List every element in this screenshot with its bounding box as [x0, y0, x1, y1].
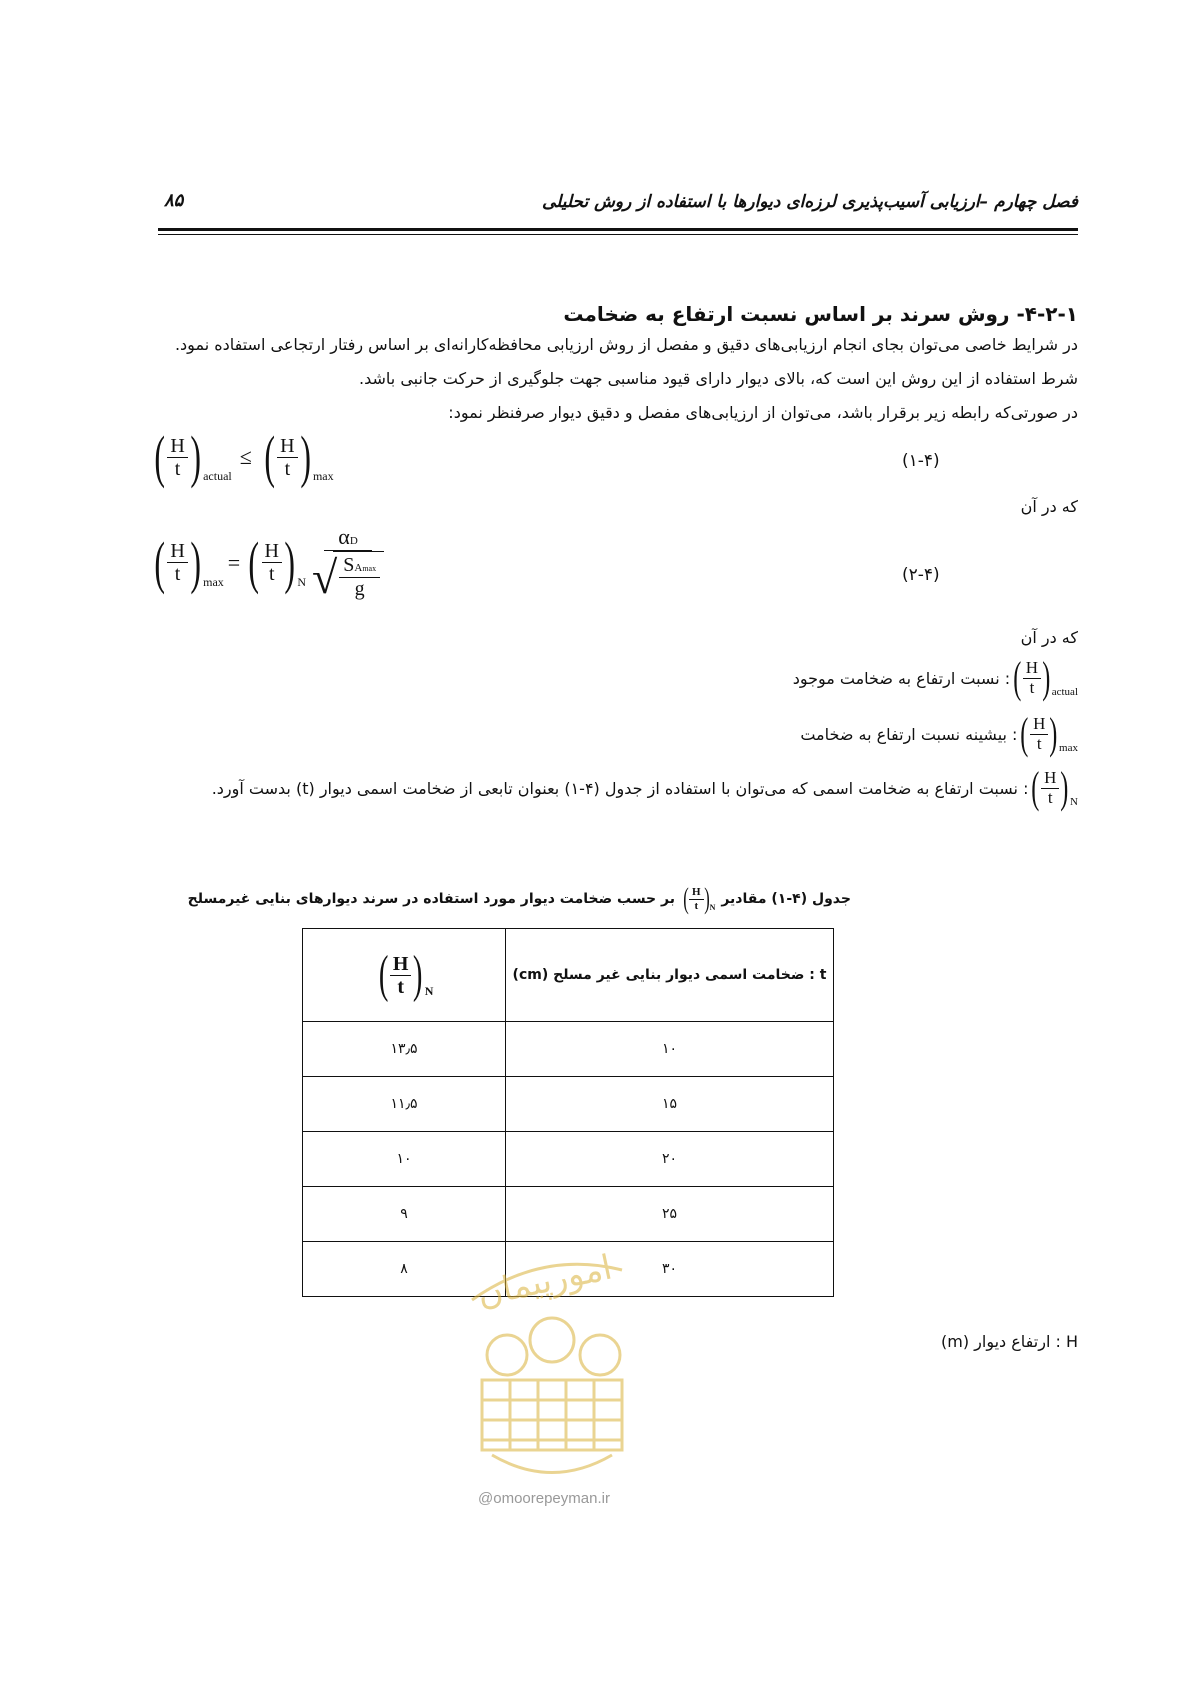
thickness-cell: ۳۰ — [506, 1242, 834, 1297]
ratio-cell: ۹ — [303, 1187, 506, 1242]
header-rule-thin — [158, 234, 1078, 235]
watermark-logo-text: امورپیمان — [473, 1247, 616, 1315]
table-row — [303, 1022, 834, 1077]
table-caption: جدول (۴-۱) مقادیر ( $\frac{H}{t}$ ) N بر حسب ضخامت دیوار مورد استفاده در سرند دیوارهای بنایی غیرمسلح — [187, 882, 851, 915]
intro-paragraph — [128, 328, 1078, 430]
table-row — [303, 1077, 834, 1132]
thickness-cell: ۱۵ — [506, 1077, 834, 1132]
table-header-row — [303, 929, 834, 1022]
thickness-cell: ۲۰ — [506, 1132, 834, 1187]
ratio-actual: ( $\frac{H}{t}$ ) actual — [1013, 653, 1078, 702]
definition-nominal: ( $\frac{H}{t}$ ) N : نسبت ارتفاع به ضخامت اسمی که می‌توان با استفاده از جدول (۴-۱) بعنوان تابعی از ضخامت اسمی دیوار (t) بدست آورد. — [211, 763, 1078, 812]
where-text: که در آن — [1020, 628, 1078, 647]
page-number: ۸۵ — [164, 190, 184, 211]
leq-operator: ≤ — [239, 444, 252, 469]
thickness-cell: ۱۰ — [506, 1022, 834, 1077]
height-definition: H : ارتفاع دیوار (m) — [940, 1332, 1078, 1351]
ratio-nominal: ( $\frac{H}{t}$ ) N — [683, 882, 716, 915]
ratio-nominal: ( $\frac{H}{t}$ ) N — [378, 946, 434, 1003]
paragraph-line: شرط استفاده از این روش این است که، بالای دیوار دارای قیود مناسبی جهت جلوگیری از حرکت جانبی باشد. — [359, 369, 1078, 388]
equation-1 — [150, 424, 334, 489]
paragraph-line: در صورتی‌که رابطه زیر برقرار باشد، می‌توان از ارزیابی‌های مفصل و دقیق دیوار صرفنظر نمود: — [448, 403, 1078, 422]
table-row — [303, 1187, 834, 1242]
definition-max: ( $\frac{H}{t}$ ) max : بیشینه نسبت ارتفاع به ضخامت — [800, 709, 1078, 758]
sqrt-symbol: √ SAmax g — [312, 551, 384, 601]
equation-2 — [150, 524, 384, 601]
definition-actual: ( $\frac{H}{t}$ ) actual : نسبت ارتفاع به ضخامت موجود — [792, 653, 1078, 702]
thickness-cell: ۲۵ — [506, 1187, 834, 1242]
chapter-title: فصل چهارم –ارزیابی آسیب‌پذیری لرزه‌ای دیوارها با استفاده از روش تحلیلی — [542, 192, 1078, 212]
ratio-cell: ۱۳٫۵ — [303, 1022, 506, 1077]
ratio-nominal: ( $\frac{H}{t}$ ) N — [1031, 763, 1078, 812]
ratio-actual: ( $\frac{H}{t}$ ) actual — [154, 424, 232, 489]
table-row — [303, 1132, 834, 1187]
ratio-cell: ۸ — [303, 1242, 506, 1297]
ratio-max: ( $\frac{H}{t}$ ) max — [154, 529, 224, 595]
ratio-cell: ۱۱٫۵ — [303, 1077, 506, 1132]
ratio-nominal: ( $\frac{H}{t}$ ) N — [248, 529, 306, 595]
section-heading: ۴-۲-۱- روش سرند بر اساس نسبت ارتفاع به ضخامت — [563, 302, 1078, 326]
paragraph-line: در شرایط خاصی می‌توان بجای انجام ارزیابی‌های دقیق و مفصل از روش ارزیابی محافظه‌کارانه‌ای بر اساس رفتار ارتجاعی استفاده نمود. — [174, 335, 1078, 354]
equation-2-number: (۲-۴) — [902, 565, 940, 585]
ratio-max: ( $\frac{H}{t}$ ) max — [1020, 709, 1078, 758]
equals-operator: = — [227, 549, 241, 575]
header-rule — [158, 228, 1078, 231]
watermark-logo-icon — [452, 1240, 652, 1480]
header-ratio — [303, 929, 506, 1022]
equation-1-number: (۱-۴) — [902, 451, 940, 471]
alpha-sqrt-fraction: αD √ SAmax g — [312, 524, 384, 601]
where-text: که در آن — [1020, 497, 1078, 516]
header-thickness: t : ضخامت اسمی دیوار بنایی غیر مسلح (cm) — [506, 929, 834, 1022]
watermark-site: @omoorepeyman.ir — [478, 1490, 610, 1507]
ratio-cell: ۱۰ — [303, 1132, 506, 1187]
ratio-max: ( $\frac{H}{t}$ ) max — [264, 424, 334, 489]
